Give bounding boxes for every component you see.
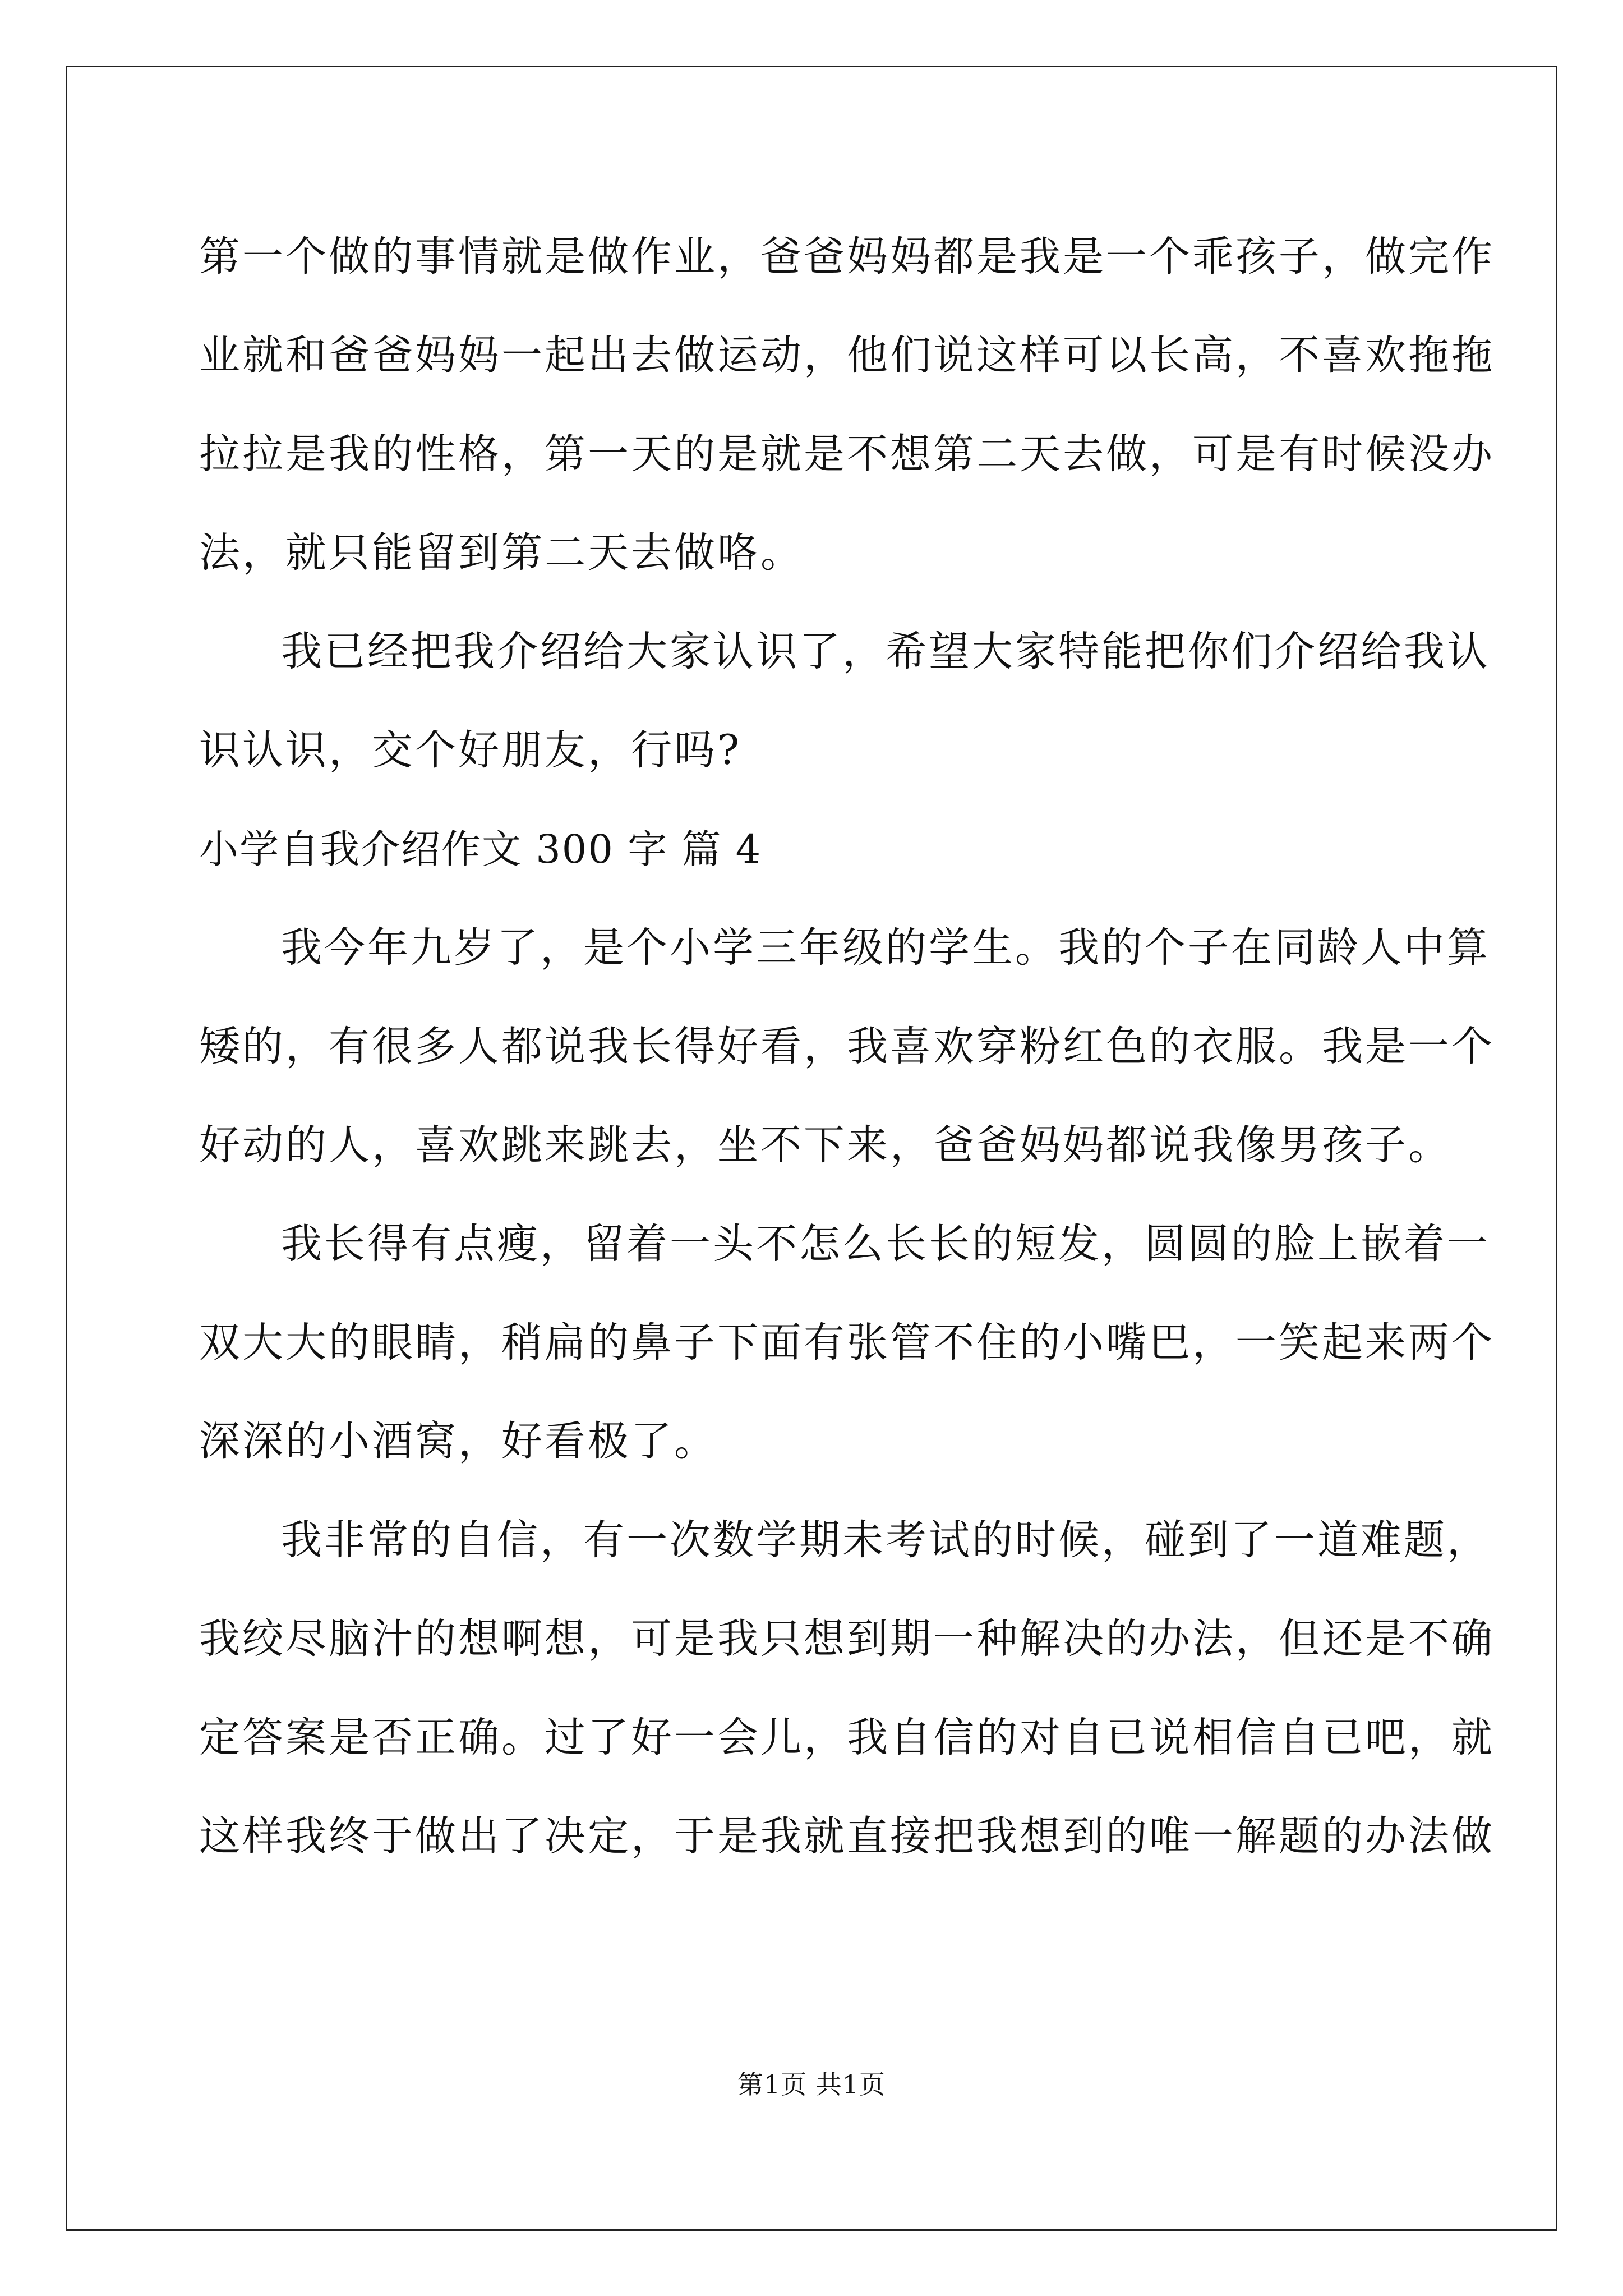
- paragraph-line: 双大大的眼睛，稍扁的鼻子下面有张管不住的小嘴巴，一笑起来两个: [199, 1319, 1495, 1366]
- paragraph-line: 我已经把我介绍给大家认识了，希望大家特能把你们介绍给我认: [281, 628, 1490, 675]
- paragraph-line: 深深的小酒窝，好看极了。: [199, 1418, 717, 1465]
- paragraph-line: 拉拉是我的性格，第一天的是就是不想第二天去做，可是有时候没办: [199, 430, 1495, 478]
- page-footer: 第1页 共1页: [737, 2069, 886, 2100]
- paragraph-line: 我绞尽脑汁的想啊想，可是我只想到期一种解决的办法，但还是不确: [199, 1615, 1495, 1663]
- section-heading: 小学自我介绍作文 300 字 篇 4: [199, 826, 762, 872]
- paragraph-line: 这样我终于做出了决定，于是我就直接把我想到的唯一解题的办法做: [199, 1812, 1495, 1860]
- paragraph-line: 法，就只能留到第二天去做咯。: [199, 529, 804, 577]
- paragraph-line: 我长得有点瘦，留着一头不怎么长长的短发，圆圆的脸上嵌着一: [281, 1220, 1490, 1268]
- paragraph-line: 定答案是否正确。过了好一会儿，我自信的对自已说相信自已吧，就: [199, 1714, 1495, 1761]
- paragraph-line: 业就和爸爸妈妈一起出去做运动，他们说这样可以长高，不喜欢拖拖: [199, 332, 1495, 379]
- paragraph-line: 第一个做的事情就是做作业，爸爸妈妈都是我是一个乖孩子，做完作: [199, 233, 1495, 280]
- paragraph-line: 我非常的自信，有一次数学期未考试的时候，碰到了一道难题，: [281, 1516, 1490, 1564]
- document-body: [199, 208, 1495, 1886]
- paragraph-line: 我今年九岁了，是个小学三年级的学生。我的个子在同龄人中算: [281, 924, 1490, 972]
- paragraph-line: 识认识，交个好朋友，行吗?: [199, 726, 742, 774]
- paragraph-line: 好动的人，喜欢跳来跳去，坐不下来，爸爸妈妈都说我像男孩子。: [199, 1121, 1451, 1169]
- paragraph-line: 矮的，有很多人都说我长得好看，我喜欢穿粉红色的衣服。我是一个: [199, 1023, 1495, 1070]
